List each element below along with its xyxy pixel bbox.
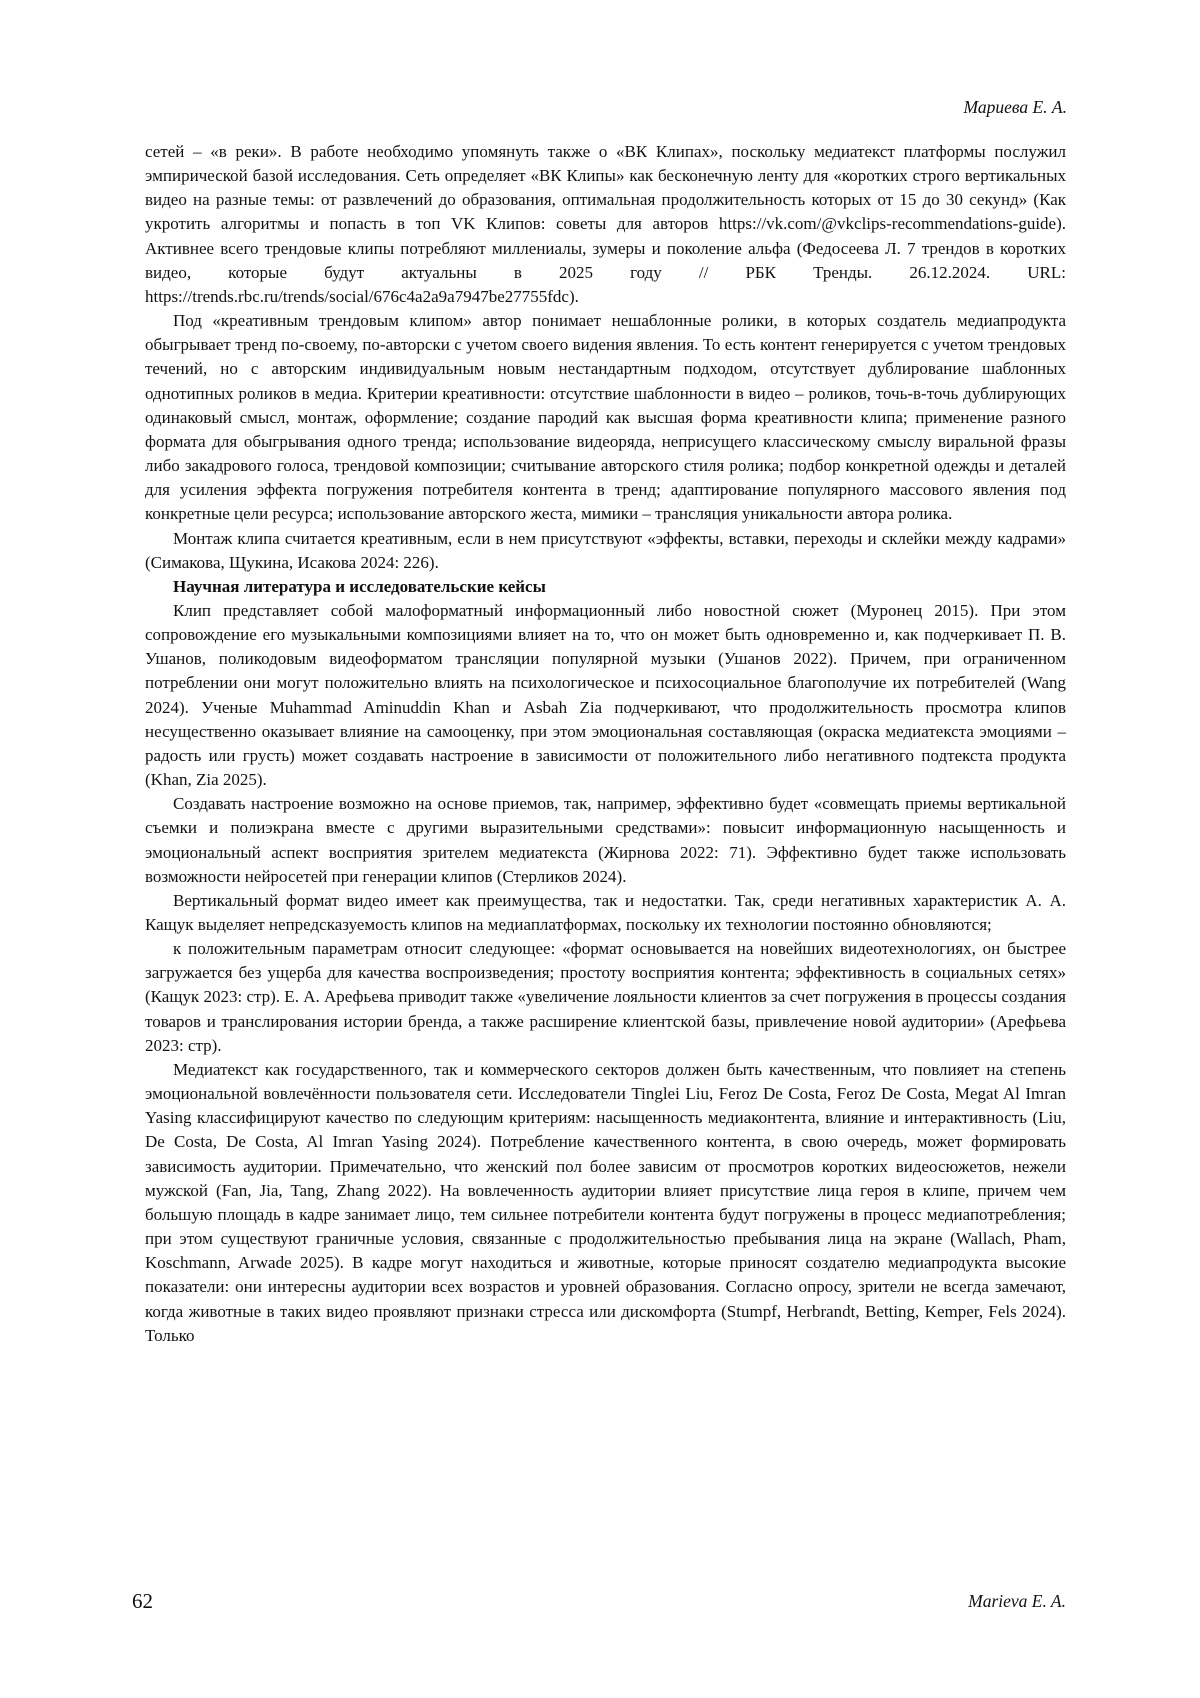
footer-author: Marieva E. A. (968, 1591, 1066, 1611)
paragraph: Создавать настроение возможно на основе приемов, так, например, эффективно будет «совмещать приемы вертикальной съемки и полиэкрана вместе с другими выразительными средствами»: повысит информационную насыщенность и эмоциональный аспект восприятия зрителем медиатекста (Жирнова 2022: 71). Эффективно будет также использовать возможности нейросетей при генерации клипов (Стерликов 2024). (145, 794, 1066, 886)
paragraph: Медиатекст как государственного, так и коммерческого секторов должен быть качественным, что повлияет на степень эмоциональной вовлечённости пользователя сети. Исследователи Tinglei Liu, Feroz De Costa, Feroz De Costa, Megat Al Imran Yasing классифицируют качество по следующим критериям: насыщенность медиаконтента, влияние и интерактивность (Liu, De Costa, De Costa, Al Imran Yasing 2024). Потребление качественного контента, в свою очередь, может формировать зависимость аудитории. Примечательно, что женский пол более зависим от просмотров коротких видеосюжетов, нежели мужской (Fan, Jia, Tang, Zhang 2022). На вовлеченность аудитории влияет присутствие лица героя в клипе, причем чем большую площадь в кадре занимает лицо, тем сильнее потребители контента будут погружены в процесс медиапотребления; при этом существуют граничные условия, связанные с продолжительностью пребывания лица на экране (Wallach, Pham, Koschmann, Arwade 2025). В кадре могут находиться и животные, которые приносят создателю медиапродукта высокие показатели: они интересны аудитории всех возрастов и уровней образования. Согласно опросу, зрители не всегда замечают, когда животные в таких видео проявляют признаки стресса или дискомфорта (Stumpf, Herbrandt, Betting, Kemper, Fels 2024). Только (145, 1059, 1066, 1345)
paragraph: Под «креативным трендовым клипом» автор понимает нешаблонные ролики, в которых создатель медиапродукта обыгрывает тренд по-своему, по-авторски с учетом своего видения явления. То есть контент генерируется с учетом трендовых течений, но с авторским индивидуальным новым нестандартным подходом, отсутствует дублирование шаблонных однотипных роликов в медиа. Критерии креативности: отсутствие шаблонности в видео – роликов, точь-в-точь дублирующих одинаковый смысл, монтаж, оформление; создание пародий как высшая форма креативности клипа; применение разного формата для обыгрывания одного тренда; использование видеоряда, неприсущего классическому смыслу виральной фразы либо закадрового голоса, трендовой композиции; считывание авторского стиля ролика; подбор конкретной одежды и деталей для усиления эффекта погружения потребителя контента в тренд; адаптирование популярного массового явления под конкретные цели ресурса; использование авторского жеста, мимики – трансляция уникальности автора ролика. (145, 311, 1066, 524)
paragraph: Монтаж клипа считается креативным, если в нем присутствуют «эффекты, вставки, переходы и склейки между кадрами» (Симакова, Щукина, Исакова 2024: 226). (145, 528, 1066, 572)
paragraph: сетей – «в реки». В работе необходимо упомянуть также о «ВК Клипах», поскольку медиатекст платформы послужил эмпирической базой исследования. Сеть определяет «ВК Клипы» как бесконечную ленту для «коротких строго вертикальных видео на разные темы: от развлечений до образования, оптимальная продолжительность которых от 15 до 30 секунд» (Как укротить алгоритмы и попасть в топ VK Клипов: советы для авторов https://vk.com/@vkclips-recommendations-guide). Активнее всего трендовые клипы потребляют миллениалы, зумеры и поколение альфа (Федосеева Л. 7 трендов в коротких видео, которые будут актуальны в 2025 году // РБК Тренды. 26.12.2024. URL: https://trends.rbc.ru/trends/social/676c4a2a9a7947be27755fdc). (145, 142, 1066, 306)
section-heading: Научная литература и исследовательские кейсы (173, 576, 546, 596)
paragraph: Клип представляет собой малоформатный информационный либо новостной сюжет (Муронец 2015). При этом сопровождение его музыкальными композициями влияет на то, что он может быть одновременно и, как подчеркивает П. В. Ушанов, поликодовым видеоформатом трансляции популярной музыки (Ушанов 2022). Причем, при ограниченном потреблении они могут положительно влиять на психологическое и психосоциальное благополучие их потребителей (Wang 2024). Ученые Muhammad Aminuddin Khan и Asbah Zia подчеркивают, что продолжительность просмотра клипов несущественно оказывает влияние на самооценку, при этом эмоциональная составляющая (окраска медиатекста эмоциями – радость или грусть) может создавать настроение в зависимости от положительного либо негативного подтекста продукта (Khan, Zia 2025). (145, 600, 1066, 790)
running-head-author: Мариева Е. А. (963, 97, 1067, 117)
paragraph: Вертикальный формат видео имеет как преимущества, так и недостатки. Так, среди негативных характеристик А. А. Кащук выделяет непредсказуемость клипов на медиаплатформах, поскольку их технологии постоянно обновляются; (145, 890, 1066, 934)
paragraph: к положительным параметрам относит следующее: «формат основывается на новейших видеотехнологиях, он быстрее загружается без ущерба для качества воспроизведения; простоту восприятия контента; эффективность в социальных сетях» (Кащук 2023: стр). Е. А. Арефьева приводит также «увеличение лояльности клиентов за счет погружения в процессы создания товаров и транслирования истории бренда, а также расширение клиентской базы, привлечение новой аудитории» (Арефьева 2023: стр). (145, 939, 1066, 1055)
article-body (145, 140, 1066, 1348)
page-number: 62 (132, 1589, 153, 1613)
